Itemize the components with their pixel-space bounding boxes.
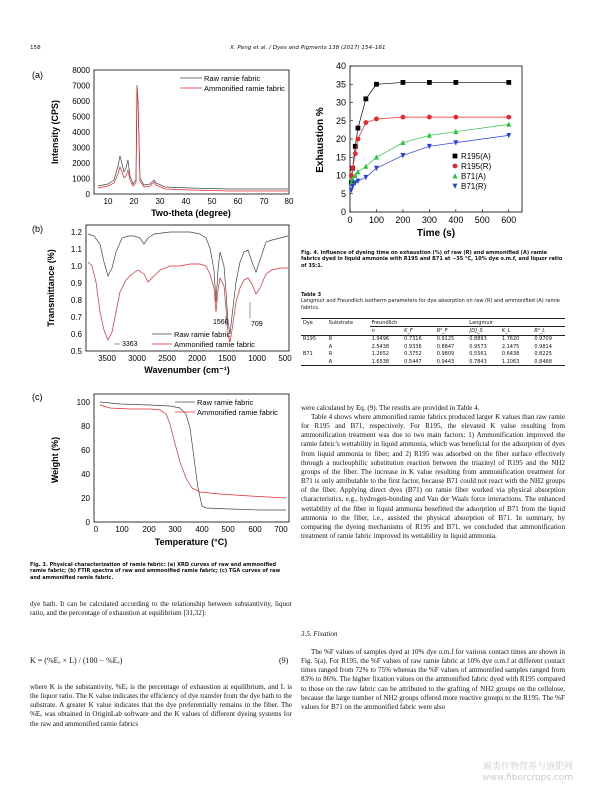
- fig3b-ytick: 1.1: [70, 245, 82, 254]
- fig4-point: [506, 122, 511, 127]
- fig3b-legend-raw: Raw ramie fabric: [174, 330, 231, 339]
- fig3c-ytick: 80: [81, 422, 90, 431]
- fig3c-ylabel: Weight (%): [50, 436, 60, 484]
- fig3b-ftir-chart: [30, 222, 290, 382]
- table-row: A 1.6538 0.5447 0.9443 0.7843 1.1063 0.8468: [301, 358, 565, 366]
- fig4-ytick: 35: [335, 79, 346, 90]
- fig3a-ytick: 2000: [72, 159, 90, 168]
- fig3b-ytick: 0.5: [70, 347, 82, 356]
- table3-header: Dye: [301, 319, 327, 327]
- fig3b-annotation-709: 709: [251, 321, 263, 328]
- fig4-xtick: 200: [395, 215, 411, 225]
- table3-title: Table 3: [301, 292, 322, 298]
- fig3b-ytick: 1.2: [70, 228, 82, 237]
- fig3a-ytick: 0: [85, 190, 90, 199]
- fig3a-ytick: 8000: [72, 66, 90, 75]
- fig3b-ytick: 0.7: [70, 313, 82, 322]
- fig3a-ammonified-curve: [98, 88, 288, 191]
- fig4-point: [427, 115, 432, 120]
- fig4-ytick: 10: [335, 170, 346, 181]
- fig3a-ytick: 7000: [72, 81, 90, 91]
- fig3a-ytick: 1000: [72, 174, 90, 184]
- fig4-xtick: 100: [368, 215, 384, 225]
- fig3b-xtick: 1000: [248, 354, 266, 363]
- fig3a-xtick: 40: [181, 197, 191, 206]
- fig4-ytick: 30: [335, 97, 346, 108]
- fig3c-xtick: 400: [195, 525, 209, 534]
- fig3b-xtick: 2500: [158, 354, 176, 363]
- fig4-point: [350, 166, 355, 171]
- fig4-point: [374, 166, 379, 171]
- fig3a-yticks: [72, 66, 90, 199]
- fig3b-ytick: 0.6: [70, 330, 82, 339]
- fig3c-xtick: 500: [221, 525, 235, 534]
- left-paragraph-2: where K is the substantivity, %Eₑ is the percentage of exhaustion at equilibrium, and L is the liquor ratio. The K value indicates the efficiency of dye transfer from the dye bath to the substrate. A greater K value indicates that the dye preferentially remains in the fiber. The %Eₑ was obtained in OriginLab software and the K values of different dyeing systems for the raw and ammonified ramie fabrics: [30, 683, 292, 728]
- fig3c-xtick: 300: [168, 525, 182, 534]
- fig4-xlabel: Time (s): [416, 228, 456, 239]
- fig3c-xtick: 200: [142, 525, 156, 534]
- fig3a-ytick: 5000: [72, 112, 90, 122]
- fig4-legend-marker: [453, 164, 458, 169]
- watermark-line-2: www.fibercrops.com: [482, 773, 573, 783]
- fig3b-ytick: 0.8: [70, 296, 82, 305]
- fig3b-ytick: 1.0: [70, 262, 82, 271]
- fig4-legend-label: R195(A): [461, 152, 491, 161]
- fig3c-xtick: 600: [248, 525, 262, 534]
- fig4-point: [427, 80, 432, 85]
- fig4-xtick: 500: [474, 215, 490, 225]
- fig4-xtick: 0: [347, 215, 353, 225]
- fig4-legend-marker: [453, 173, 458, 178]
- fig3c-ytick: 0: [85, 518, 90, 527]
- fig3b-label: (b): [32, 224, 43, 234]
- fig3b-xtick: 500: [278, 354, 292, 363]
- running-title: X. Peng et al. / Dyes and Pigments 138 (2017) 154–161: [230, 45, 386, 51]
- fig4-point: [356, 126, 361, 131]
- fig3a-xtick: 70: [259, 197, 269, 206]
- left-paragraph-1: dye bath. It can be calculated according to the relationship between substantivity, liquor ratio, and the percentage of exhaustion at equilibrium [31,32]:: [30, 600, 292, 618]
- fig4-point: [374, 117, 379, 122]
- fig4-legend-label: B71(A): [461, 172, 486, 181]
- fig3a-xtick: 60: [233, 197, 243, 206]
- fig4-ylabel: Exhaustion %: [315, 107, 326, 173]
- fig3b-annotation-1560: 1560: [213, 319, 229, 326]
- fig4-point: [363, 120, 368, 125]
- fig4-point: [506, 115, 511, 120]
- fig3c-yticks: [77, 398, 91, 527]
- fig4-point: [353, 151, 358, 156]
- fig4-point: [453, 80, 458, 85]
- fig3a-xtick: 80: [284, 197, 294, 206]
- fig3b-yticks: [71, 228, 83, 356]
- fig4-ytick: 25: [335, 115, 346, 126]
- fig3a-xrd-chart: [30, 60, 294, 220]
- table3-subheader: K_F: [402, 327, 435, 335]
- right-paragraph-2: Table 4 shows where ammonified ramie fabrics produced larger K values than raw ramie for R195 and B71, respectively. For R195, the elevated K value resulting from ammonification treatment was due to two main factors: 1) Ammonification improved the ramie fabric's wettability in liquid ammonia, which was beneficial for the adsorption of dyes from liquid ammonia to fiber; and 2) R195 was adsorbed on the fiber surface effectively through a nucleophilic substitution reaction between the triazinyl of R195 and the NH2 groups of the fiber. The increase in K value resulting from ammonification treatment for B71 is only attributable to the first factor, because B71 could not react with the NH2 groups of the fiber. Applying direct dyes (B71) on ramie fiber worked via physical absorption characteristics, e.g., hydrogen-bonding and Van der Waals force interactions. The enhanced wettability of the fiber in liquid ammonia benefitted the adsorption of B71 from the liquid ammonia to the fiber, i.e., assisted the physical absorption of B71. In summary, by comparing the dyeing mechanisms of R195 and B71, we concluded that ammonification treatment of ramie fabric improved its wettability in liquid ammonia.: [301, 413, 565, 541]
- table3-subheader: n: [370, 327, 403, 335]
- fig3c-legend-raw: Raw ramie fabric: [197, 398, 254, 407]
- watermark: [482, 762, 573, 784]
- fig3a-ytick: 3000: [72, 143, 90, 153]
- fig3b-ytick: 0.9: [70, 279, 82, 288]
- fig3c-ytick: 40: [81, 470, 90, 479]
- table-row: B71 R 1.2652 0.3752 0.9809 0.5561 0.6438 0.8225: [303, 351, 552, 358]
- fig4-point: [401, 80, 406, 85]
- fig3a-label: (a): [32, 70, 43, 80]
- fig3c-xtick: 100: [115, 525, 129, 534]
- fig3a-xtick: 30: [155, 197, 165, 206]
- right-paragraph-3: The %F values of samples dyed at 10% dye o.m.f for various contact times are shown in Fig. 5(a). For R195, the %F values of raw ramie fabric at 10% dye o.m.f at different contact times ranged from 72% to 75% whereas the %F values of ammonified samples ranged from 83% to 86%. The higher fixation values on the ammonified fabric dyed with R195 compared to those on the raw fabric can be attributed to the grafting of NH2 groups on the cellulose, because the large number of NH2 groups offered more reactive groups to the R195. The %F values for B71 on the ammonified fabric were also: [301, 648, 565, 711]
- table-row: A 2.5438 0.9336 0.8847 0.9573 2.1475 0.9814: [328, 343, 552, 350]
- fig3b-xtick: 3000: [128, 354, 146, 363]
- fig4-yticks: [336, 61, 353, 217]
- table3-subheader: K_L: [500, 327, 533, 335]
- fig3c-xtick: 0: [93, 525, 99, 534]
- fig4-point: [506, 80, 511, 85]
- fig3b-ylabel: Transmittance (%): [46, 249, 56, 327]
- table3-subheader: [D]_S: [467, 327, 500, 335]
- fig3c-ytick: 100: [76, 398, 90, 407]
- fig4-legend-label: R195(R): [461, 162, 492, 171]
- table3-desc: Langmuir and Freundlich isotherm parameters for dye absorption on raw (R) and ammonified (A) ramie fabrics.: [301, 298, 560, 311]
- fig3b-xtick: 1500: [218, 354, 236, 363]
- fig3b-xticks: [98, 354, 292, 363]
- table3-header: Substrate: [327, 319, 370, 327]
- fig4-xtick: 300: [421, 215, 437, 225]
- fig3a-legend-raw: Raw ramie fabric: [204, 74, 261, 83]
- fig4-legend-label: B71(R): [461, 182, 487, 191]
- equation-number: (9): [279, 656, 289, 665]
- fig3c-xticks: [94, 525, 288, 534]
- watermark-line-1: 麻类作物营养与施肥网: [482, 762, 573, 772]
- fig4-ytick: 5: [340, 188, 346, 199]
- table-row: R195 R 1.9496 0.7316 0.9125 0.8893 1.7620 0.9709: [303, 336, 552, 343]
- fig3a-xtick: 10: [103, 197, 113, 206]
- fig4-point: [356, 169, 361, 174]
- fig3c-xlabel: Temperature (°C): [154, 537, 228, 547]
- fig4-point: [401, 153, 406, 158]
- fig3a-legend-ammonified: Ammonified ramie fabric: [204, 84, 285, 93]
- fig3c-label: (c): [32, 392, 43, 402]
- fig4-ytick: 40: [335, 61, 346, 71]
- fig4-point: [356, 137, 361, 142]
- fig3-caption: Fig. 3. Physical characterization of ramie fabric: (a) XRD curves of raw and ammonified ramie fabric; (b) FTIR spectra of raw and ammonified ramie fabric; (c) TGA curves of raw and ammonified ramie fabric.: [30, 562, 281, 581]
- fig3a-xticks: [104, 197, 294, 206]
- fig3b-annotation-3363: 3363: [122, 341, 138, 348]
- fig3b-raw-curve: [88, 232, 288, 334]
- fig3a-xtick: 50: [207, 197, 217, 206]
- fig4-xtick: 400: [448, 215, 464, 225]
- fig4-point: [363, 96, 368, 101]
- table3-header: Langmuir: [467, 319, 565, 327]
- table3-header: Freundlich: [370, 319, 468, 327]
- fig4-xtick: 600: [501, 215, 517, 225]
- fig4-point: [363, 163, 368, 168]
- fig4-plot-frame: [350, 66, 522, 212]
- fig3b-xtick: 3500: [98, 354, 116, 363]
- table3-subheader: R²_L: [532, 327, 565, 335]
- fig3c-raw-curve: [100, 402, 286, 510]
- table3: [301, 318, 565, 366]
- fig4-legend-marker: [453, 154, 458, 159]
- fig4-point: [374, 82, 379, 87]
- equation-9: K = (%Eₑ × L) / (100 − %Eₑ): [30, 656, 123, 665]
- fig3c-legend-ammonified: Ammonified ramie fabric: [197, 408, 278, 417]
- fig3b-xtick: 2000: [188, 354, 206, 363]
- fig4-ytick: 0: [340, 207, 346, 217]
- fig4-point: [453, 115, 458, 120]
- fig4-exhaustion-chart: [305, 60, 535, 240]
- fig3b-legend-ammonified: Ammonified ramie fabric: [174, 340, 255, 349]
- fig4-point: [363, 175, 368, 180]
- fig3c-ytick: 60: [81, 446, 90, 455]
- table3-title-block: [301, 292, 563, 311]
- fig4-ytick: 20: [335, 134, 346, 144]
- fig4-point: [401, 115, 406, 120]
- fig3a-xlabel: Two-theta (degree): [151, 208, 231, 218]
- fig3c-tga-chart: [30, 388, 290, 548]
- fig3a-xtick: 20: [129, 197, 139, 206]
- section-heading-fixation: 3.5. Fixation: [301, 630, 338, 638]
- fig3b-xlabel: Wavenumber (cm⁻¹): [144, 365, 230, 375]
- table3-subheader: R²_F: [435, 327, 468, 335]
- fig4-ytick: 15: [335, 152, 346, 163]
- fig3a-ytick: 4000: [72, 128, 90, 137]
- right-paragraph-1: were calculated by Eq. (9). The results are provided in Table 4.: [301, 404, 480, 412]
- fig3a-ylabel: Intensity (CPS): [50, 99, 60, 165]
- fig4-point: [374, 154, 379, 159]
- fig4-series: [349, 80, 511, 193]
- fig3c-ytick: 20: [81, 494, 90, 503]
- fig4-legend: [453, 152, 492, 191]
- page-number: 158: [30, 45, 41, 51]
- fig4-legend-marker: [453, 184, 458, 189]
- fig4-caption: Fig. 4. Influence of dyeing time on exhaustion (%) of raw (R) and ammonified (A) ramie fabrics dyed in liquid ammonia with R195 and B71 at −35 °C, 10% dye o.m.f, and liquor ratio of 35:1.: [301, 250, 563, 269]
- fig3a-ytick: 6000: [72, 97, 90, 106]
- fig3c-xtick: 700: [274, 525, 288, 534]
- fig4-xticks: [347, 209, 516, 225]
